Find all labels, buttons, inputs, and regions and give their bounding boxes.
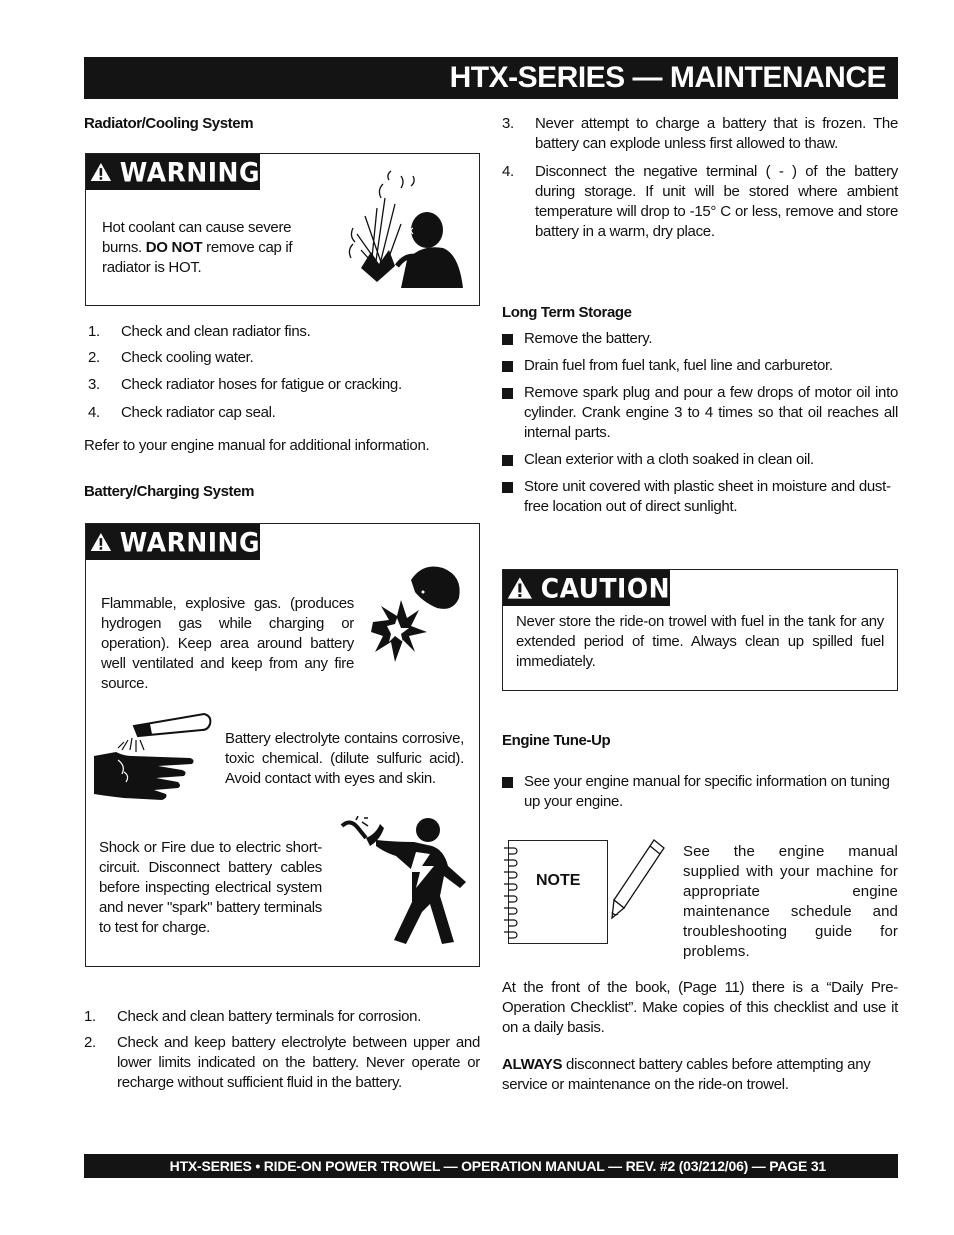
step-number: 4.: [88, 404, 100, 421]
caution-label: CAUTION: [540, 572, 670, 604]
radiator-section-title: Radiator/Cooling System: [84, 115, 254, 132]
warning-label: WARNING: [119, 156, 260, 188]
note-text: See the engine manual supplied with your machine for appropriate engine maintenance schedule and troubleshooting guide for problems.: [683, 843, 898, 960]
radiator-warning-box: [85, 153, 480, 306]
step-number: 2.: [84, 1034, 96, 1051]
step-text: Check radiator cap seal.: [121, 404, 276, 421]
square-bullet-icon: [502, 334, 513, 345]
hot-coolant-burn-icon: [341, 168, 465, 290]
pencil-icon: [608, 838, 668, 922]
warning-triangle-icon: [90, 527, 112, 557]
step-text: Disconnect the negative terminal ( - ) of the battery during storage. If unit will be stored where ambient temperature will drop to -15° C or less, remove and store battery in a warm, dry place.: [535, 163, 898, 240]
radiator-steps-list: [84, 322, 484, 432]
page-footer-bar: [84, 1154, 898, 1178]
long-term-storage-list: [502, 329, 898, 524]
do-not-emphasis: DO NOT: [145, 239, 203, 256]
step-number: 4.: [502, 163, 514, 180]
warning-label: WARNING: [119, 526, 260, 558]
explosion-icon: [371, 562, 467, 668]
footer-text: HTX-SERIES • RIDE-ON POWER TROWEL — OPERATION MANUAL — REV. #2 (03/212/06) — PAGE 31: [169, 1158, 826, 1174]
electric-shock-icon: [336, 816, 471, 948]
long-term-storage-title: Long Term Storage: [502, 304, 632, 321]
battery-warning-box: [85, 523, 480, 967]
battery-steps-continued: [502, 114, 898, 244]
warning-triangle-icon: [90, 157, 112, 187]
step-number: 2.: [88, 349, 100, 366]
step-text: Never attempt to charge a battery that is frozen. The battery can explode unless first allowed to thaw.: [535, 115, 898, 152]
square-bullet-icon: [502, 482, 513, 493]
always-text-rest: disconnect battery cables before attempting any service or maintenance on the ride-on trowel.: [502, 1056, 871, 1093]
corrosive-acid-hand-icon: [94, 712, 216, 804]
daily-checklist-text: At the front of the book, (Page 11) there is a “Daily Pre-Operation Checklist”. Make copies of this checklist and use it on a daily basis.: [502, 979, 898, 1036]
warning-text-line: Hot coolant can cause severe burns.: [102, 219, 292, 256]
battery-section-title: Battery/Charging System: [84, 483, 255, 500]
step-number: 3.: [88, 376, 100, 393]
warning-badge: [86, 524, 260, 560]
square-bullet-icon: [502, 455, 513, 466]
square-bullet-icon: [502, 388, 513, 399]
always-disconnect-text: [502, 1055, 898, 1095]
list-item: Store unit covered with plastic sheet in moisture and dust-free location out of direct sunlight.: [524, 478, 891, 515]
step-text: Check radiator hoses for fatigue or cracking.: [121, 376, 402, 393]
engine-tune-up-title: Engine Tune-Up: [502, 732, 611, 749]
list-item: Drain fuel from fuel tank, fuel line and carburetor.: [524, 357, 833, 374]
electric-shock-text: Shock or Fire due to electric short-circuit. Disconnect battery cables before inspecting electrical system and never "spark" battery terminals to test for charge.: [99, 839, 322, 936]
warning-text-rest: remove cap if radiator is HOT.: [102, 239, 293, 276]
radiator-warning-text: [102, 218, 324, 278]
always-emphasis: ALWAYS: [502, 1056, 563, 1073]
step-text: Check and keep battery electrolyte between upper and lower limits indicated on the battery. Never operate or recharge without sufficient fluid in the battery.: [117, 1034, 480, 1091]
spiral-binding-icon: [502, 842, 520, 942]
step-number: 1.: [88, 323, 100, 340]
note-notebook-graphic: [502, 838, 670, 948]
step-number: 1.: [84, 1008, 96, 1025]
page-header-bar: [84, 57, 898, 99]
list-item: Clean exterior with a cloth soaked in clean oil.: [524, 451, 814, 468]
step-text: Check and clean radiator fins.: [121, 323, 311, 340]
corrosive-chemical-text: Battery electrolyte contains corrosive, toxic chemical. (dilute sulfuric acid). Avoid contact with eyes and skin.: [225, 730, 464, 787]
note-label: NOTE: [536, 872, 581, 889]
caution-badge: [503, 570, 670, 606]
step-number: 3.: [502, 115, 514, 132]
step-text: Check cooling water.: [121, 349, 254, 366]
notebook-page: [508, 840, 608, 944]
tune-up-item: See your engine manual for specific information on tuning up your engine.: [524, 773, 890, 810]
list-item: Remove the battery.: [524, 330, 653, 347]
caution-triangle-icon: [507, 573, 533, 603]
caution-box: [502, 569, 898, 691]
battery-steps-list: [84, 1007, 480, 1097]
page-title: HTX-SERIES — MAINTENANCE: [449, 61, 886, 94]
refer-engine-manual-text: Refer to your engine manual for additional information.: [84, 437, 430, 454]
explosive-gas-text: Flammable, explosive gas. (produces hydrogen gas while charging or operation). Keep area around battery well ventilated and keep from any fire source.: [101, 595, 354, 692]
square-bullet-icon: [502, 361, 513, 372]
list-item: Remove spark plug and pour a few drops of motor oil into cylinder. Crank engine 3 to 4 times so that oil reaches all internal parts.: [524, 384, 898, 441]
square-bullet-icon: [502, 777, 513, 788]
step-text: Check and clean battery terminals for corrosion.: [117, 1008, 422, 1025]
caution-text: Never store the ride-on trowel with fuel in the tank for any extended period of time. Always clean up spilled fuel immediately.: [516, 613, 884, 670]
warning-badge: [86, 154, 260, 190]
